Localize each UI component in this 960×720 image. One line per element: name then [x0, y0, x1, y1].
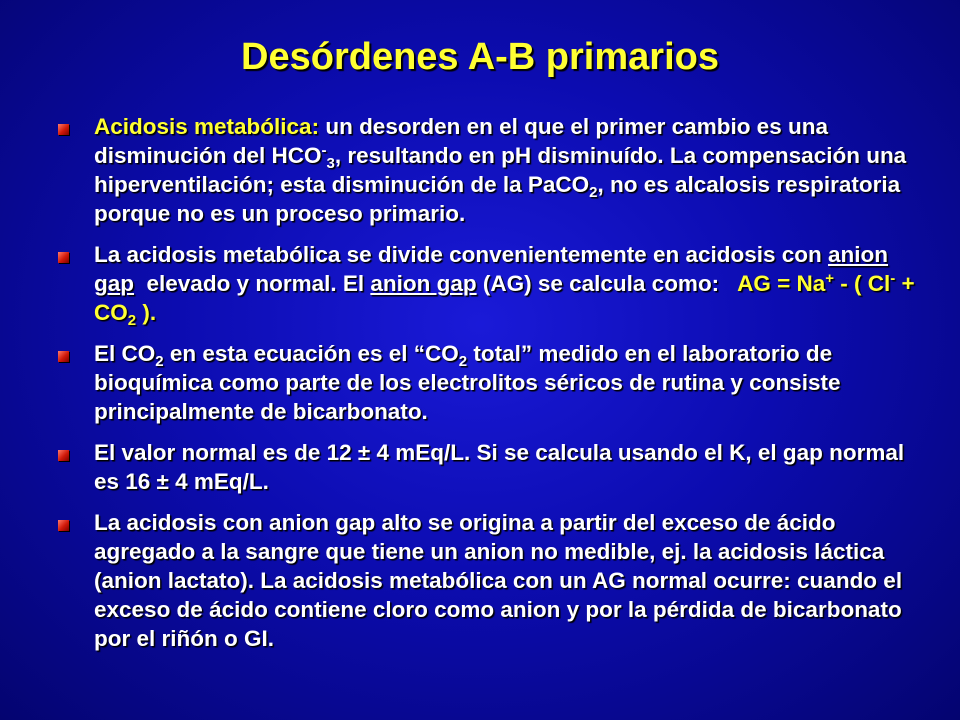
- red-square-bullet-icon: [58, 124, 69, 135]
- subscript: 2: [458, 353, 468, 370]
- formula-part: - ( Cl: [834, 271, 891, 296]
- underlined-term: anion gap: [94, 242, 889, 296]
- text-run: elevado y normal. El: [134, 271, 371, 296]
- slide-title: Desórdenes A-B primarios: [241, 36, 719, 78]
- bullet-list: [58, 112, 918, 665]
- formula-part: ).: [136, 300, 157, 325]
- text-run: , no es alcalosis respiratoria porque no es un proceso primario.: [94, 172, 901, 226]
- underlined-term: anion gap: [370, 271, 477, 296]
- bullet-high-anion-gap: [58, 508, 918, 653]
- bullet-anion-gap: [58, 240, 918, 327]
- subscript: 3: [326, 155, 335, 172]
- bullet-co2-total: [58, 339, 918, 426]
- red-square-bullet-icon: [58, 450, 69, 461]
- bullet-text: La acidosis con anion gap alto se origina a partir del exceso de ácido agregado a la sangre que tiene un anion no medible, ej. la acidosis láctica (anion lactato). La acidosis metabólica con un AG normal ocurre: cuando el exceso de ácido contiene cloro como anion y por la pérdida de bicarbonato por el riñón o GI.: [94, 510, 903, 651]
- bullet-acidosis-definition: [58, 112, 918, 228]
- superscript: +: [825, 270, 835, 287]
- text-run: (AG) se calcula como:: [476, 271, 738, 296]
- red-square-bullet-icon: [58, 252, 69, 263]
- bullet-text: [94, 240, 918, 327]
- text-run: un desorden en el que el primer cambio es una disminución del HCO: [94, 114, 828, 168]
- text-run: , resultando en pH disminuído. La compensación una hiperventilación; esta disminución de la PaCO: [94, 143, 907, 197]
- text-run: El CO: [94, 341, 156, 366]
- red-square-bullet-icon: [58, 351, 69, 362]
- bullet-text: El valor normal es de 12 ± 4 mEq/L. Si se calcula usando el K, el gap normal es 16 ± 4 mEq/L.: [94, 440, 905, 494]
- text-run: total” medido en el laboratorio de bioquímica como parte de los electrolitos séricos de rutina y consiste principalmente de bicarbonato.: [94, 341, 841, 424]
- subscript: 2: [589, 184, 598, 201]
- bullet-text: [94, 112, 918, 228]
- bullet-normal-value: [58, 438, 918, 496]
- text-run: en esta ecuación es el “CO: [163, 341, 459, 366]
- text-run: La acidosis metabólica se divide convenientemente en acidosis con: [94, 242, 829, 267]
- bullet-term-label: Acidosis metabólica:: [94, 114, 320, 139]
- superscript: -: [890, 270, 896, 287]
- superscript: -: [321, 142, 327, 159]
- red-square-bullet-icon: [58, 520, 69, 531]
- subscript: 2: [155, 353, 164, 370]
- subscript: 2: [127, 312, 137, 329]
- formula-part: + CO: [94, 271, 915, 325]
- formula-part: AG = Na: [737, 271, 826, 296]
- bullet-text: [94, 339, 918, 426]
